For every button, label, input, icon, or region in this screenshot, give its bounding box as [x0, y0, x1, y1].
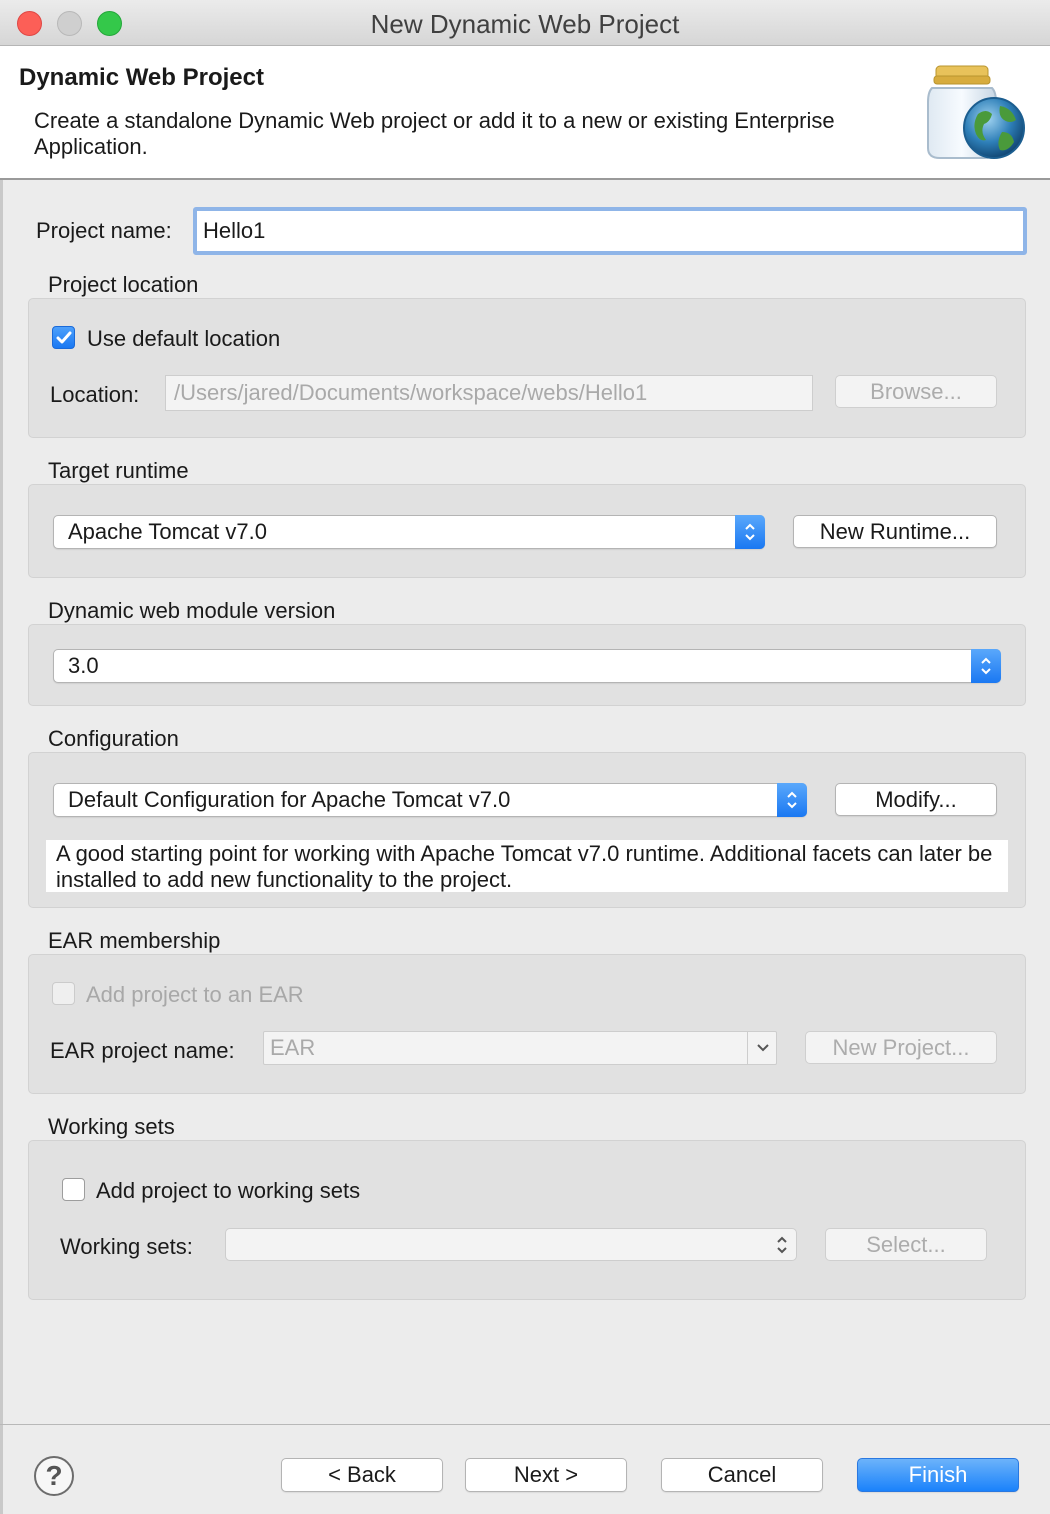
- add-to-working-sets-label: Add project to working sets: [96, 1178, 361, 1203]
- project-name-input[interactable]: Hello1: [193, 207, 1027, 255]
- location-label: Location:: [50, 382, 140, 407]
- ear-project-name-combo[interactable]: [263, 1031, 777, 1065]
- target-runtime-heading: Target runtime: [48, 458, 189, 483]
- add-to-ear-checkbox[interactable]: [52, 982, 75, 1005]
- project-location-heading: Project location: [48, 272, 199, 297]
- module-version-value: 3.0: [68, 653, 99, 678]
- checkmark-icon: [56, 331, 72, 345]
- updown-chevron-icon: [971, 649, 1001, 683]
- add-to-working-sets-checkbox[interactable]: [62, 1178, 85, 1201]
- help-icon[interactable]: ?: [34, 1456, 74, 1496]
- web-project-jar-globe-icon: [920, 62, 1032, 170]
- ear-membership-group: [28, 954, 1026, 1094]
- working-sets-heading: Working sets: [48, 1114, 175, 1139]
- project-name-label: Project name:: [36, 218, 172, 243]
- working-sets-label: Working sets:: [60, 1234, 193, 1259]
- ear-project-name-label: EAR project name:: [50, 1038, 235, 1063]
- chevron-down-icon[interactable]: [747, 1031, 777, 1065]
- module-version-select[interactable]: [53, 649, 1001, 683]
- use-default-location-checkbox[interactable]: [52, 326, 75, 349]
- updown-chevron-icon: [777, 783, 807, 817]
- window-title: New Dynamic Web Project: [370, 9, 680, 39]
- working-sets-group: [28, 1140, 1026, 1300]
- use-default-location-label: Use default location: [87, 326, 281, 351]
- wizard-heading: Dynamic Web Project: [19, 64, 264, 91]
- footer-divider: [0, 1424, 1050, 1425]
- ear-membership-heading: EAR membership: [48, 928, 221, 953]
- new-ear-project-button[interactable]: New Project...: [805, 1031, 997, 1064]
- select-working-sets-button[interactable]: Select...: [825, 1228, 987, 1261]
- location-input[interactable]: /Users/jared/Documents/workspace/webs/Hello1: [165, 375, 813, 411]
- working-sets-select[interactable]: [225, 1228, 797, 1261]
- module-version-heading: Dynamic web module version: [48, 598, 336, 623]
- new-runtime-button[interactable]: New Runtime...: [793, 515, 997, 548]
- project-location-group: [28, 298, 1026, 438]
- configuration-heading: Configuration: [48, 726, 179, 751]
- target-runtime-value: Apache Tomcat v7.0: [68, 519, 267, 544]
- window-left-edge: [0, 46, 3, 1514]
- add-to-ear-label: Add project to an EAR: [86, 982, 304, 1007]
- next-button[interactable]: Next >: [465, 1458, 627, 1492]
- cancel-button[interactable]: Cancel: [661, 1458, 823, 1492]
- title-bar: [0, 0, 1050, 46]
- configuration-select[interactable]: [53, 783, 807, 817]
- modify-button[interactable]: Modify...: [835, 783, 997, 816]
- browse-button[interactable]: Browse...: [835, 375, 997, 408]
- configuration-value: Default Configuration for Apache Tomcat v7.0: [68, 787, 511, 812]
- back-button[interactable]: < Back: [281, 1458, 443, 1492]
- target-runtime-select[interactable]: [53, 515, 765, 549]
- wizard-banner: [0, 46, 1050, 180]
- updown-chevron-icon: [735, 515, 765, 549]
- wizard-description: Create a standalone Dynamic Web project or add it to a new or existing Enterprise Application.: [34, 108, 835, 159]
- updown-chevron-icon: [767, 1228, 797, 1261]
- ear-project-name-value: EAR: [270, 1035, 316, 1060]
- configuration-description: A good starting point for working with Apache Tomcat v7.0 runtime. Additional facets can later be installed to add new functionality to the project.: [46, 840, 1008, 892]
- finish-button[interactable]: Finish: [857, 1458, 1019, 1492]
